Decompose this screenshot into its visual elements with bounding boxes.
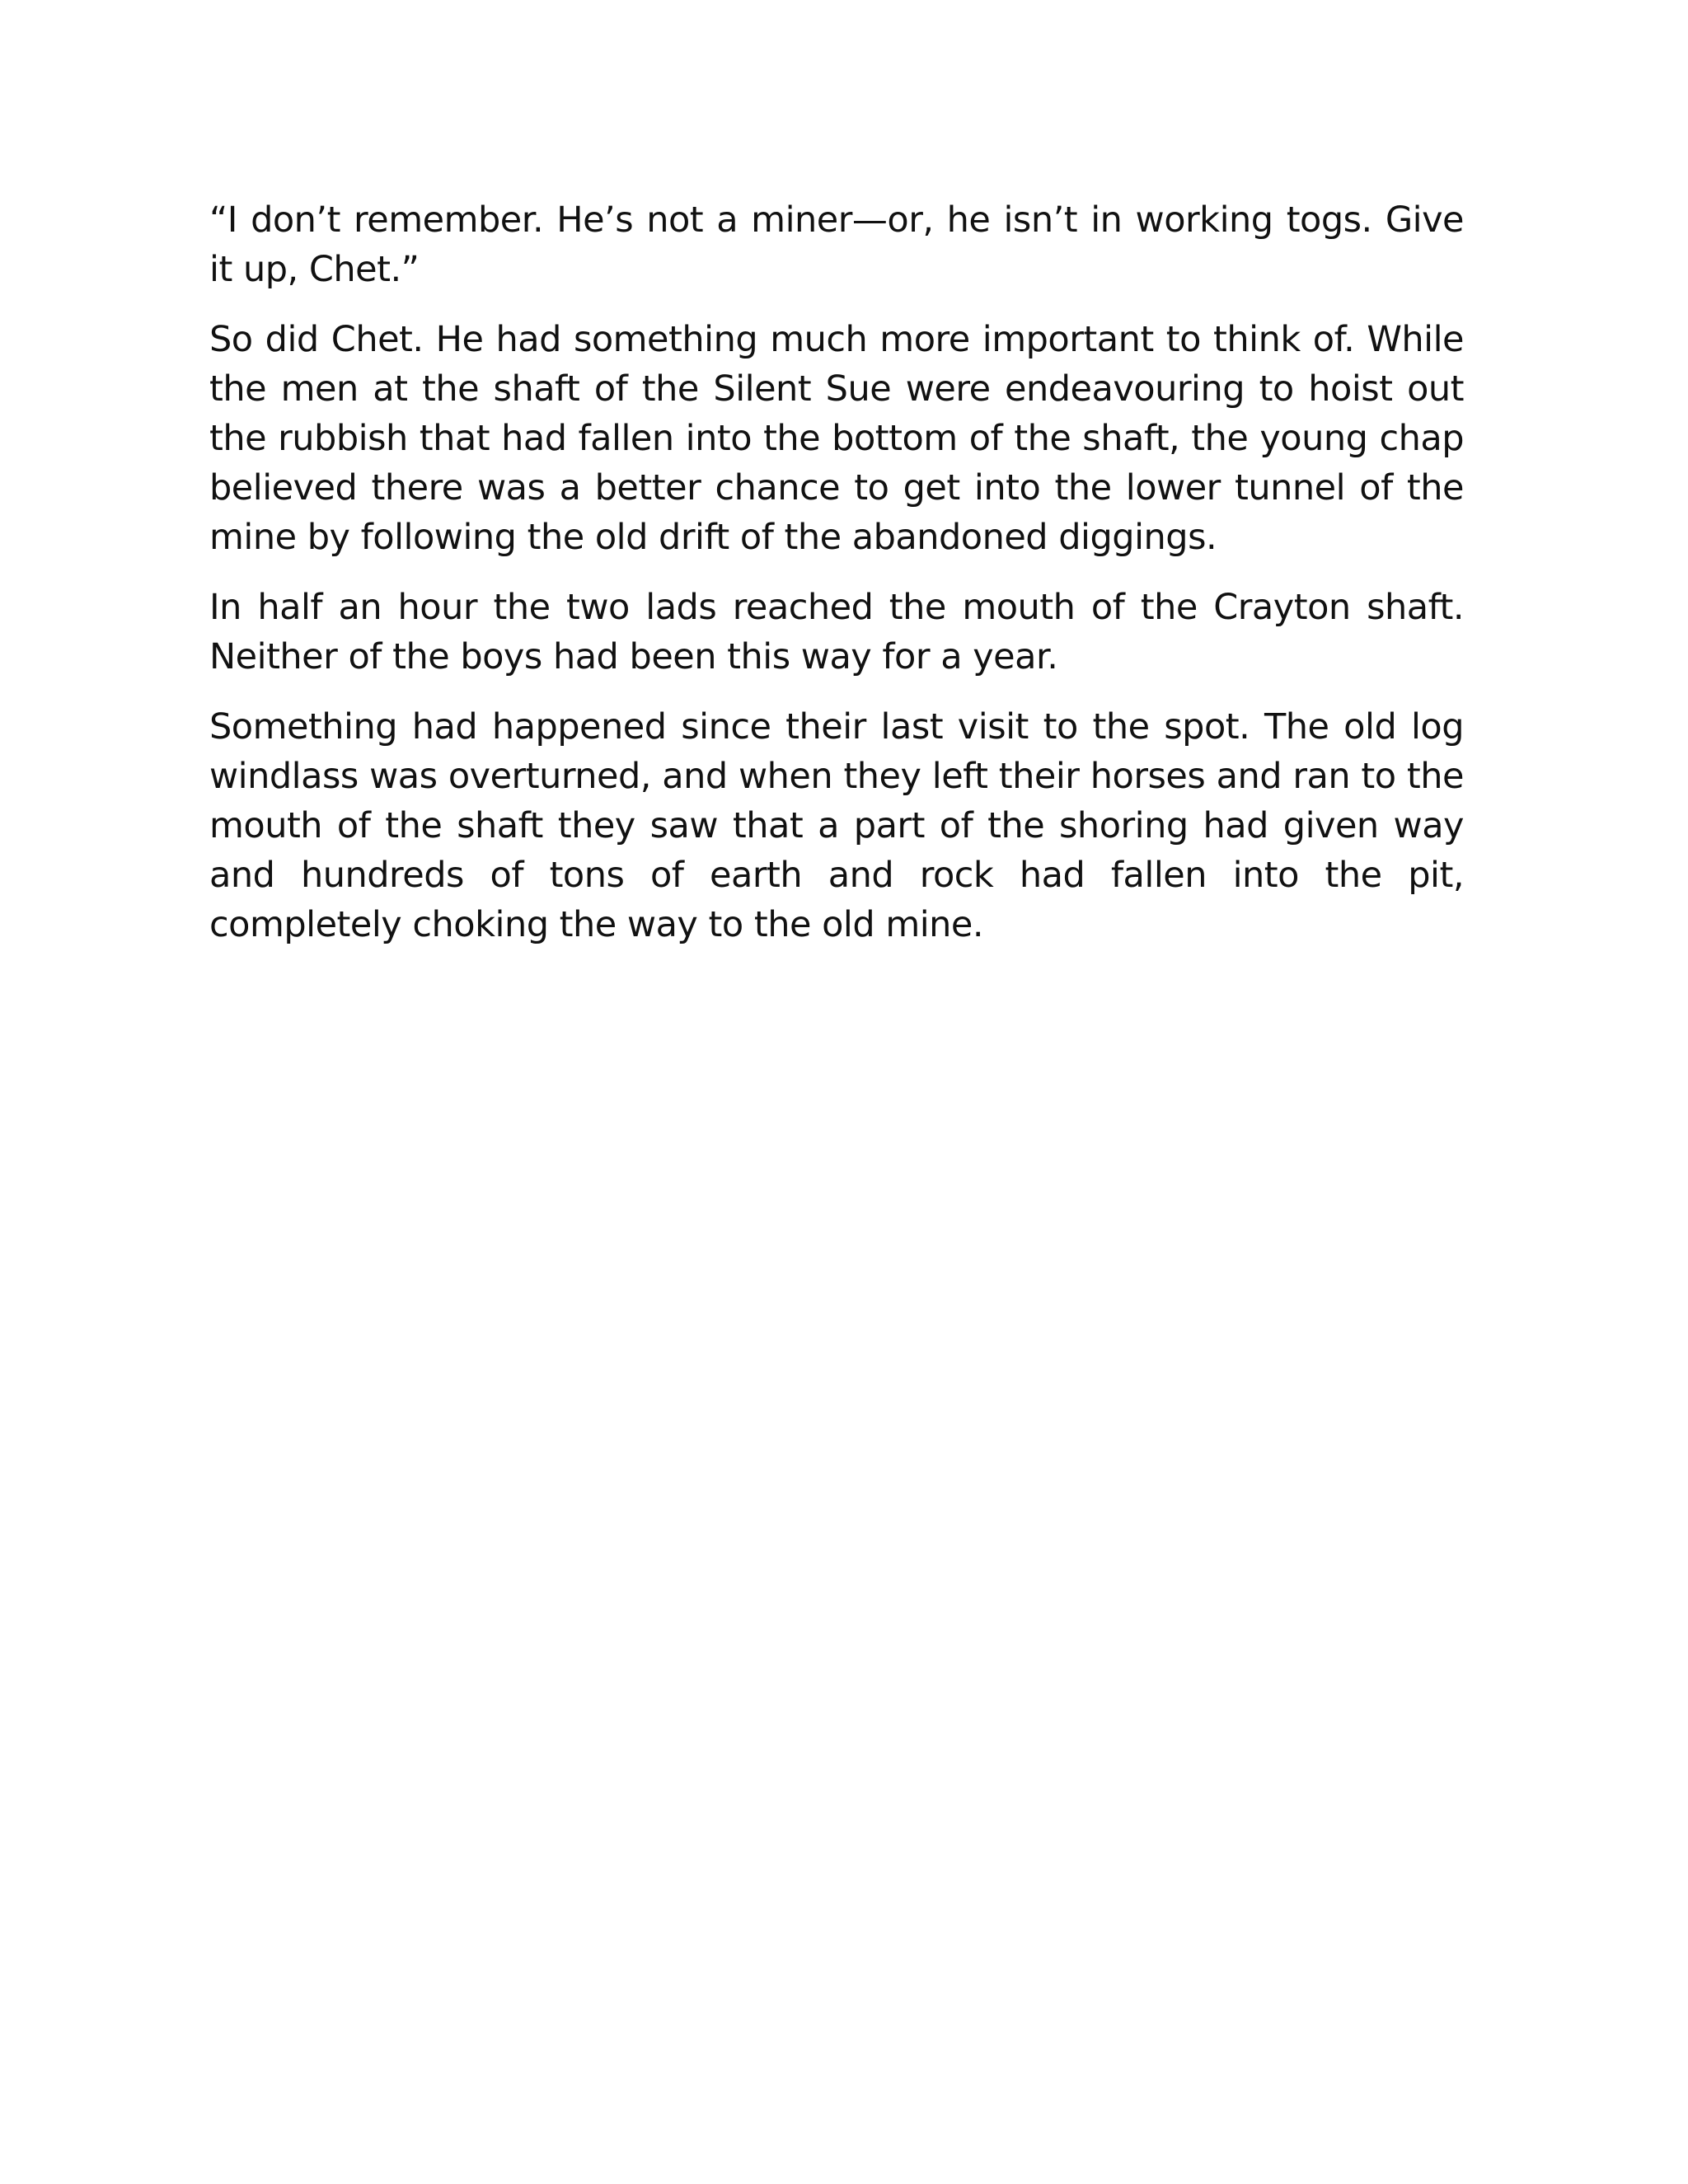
- paragraph-4: Something had happened since their last visit to the spot. The old log windlass was overturned, and when they left their horses and ran to the mouth of the shaft they saw that a part of the shoring had given way and hundreds of tons of earth and rock had fallen into the pit, completely choking the way to the old mine.: [209, 706, 1464, 945]
- paragraph-2: So did Chet. He had something much more important to think of. While the men at the shaft of the Silent Sue were endeavouring to hoist out the rubbish that had fallen into the bottom of the shaft, the young chap believed there was a better chance to get into the lower tunnel of the mine by following the old drift of the abandoned diggings.: [209, 319, 1464, 558]
- paragraph-3: In half an hour the two lads reached the mouth of the Crayton shaft. Neither of the boys had been this way for a year.: [209, 587, 1464, 677]
- paragraph-1: “I don’t remember. He’s not a miner—or, he isn’t in working togs. Give it up, Chet.”: [209, 199, 1464, 290]
- body-text: [209, 195, 1464, 970]
